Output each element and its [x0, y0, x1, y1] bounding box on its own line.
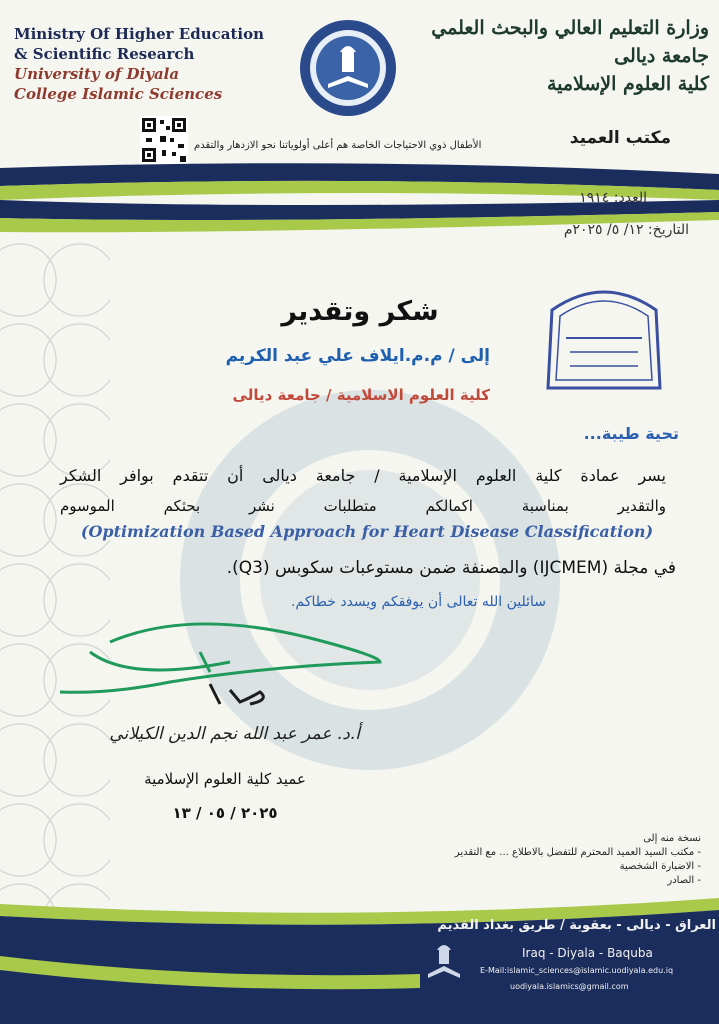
reference-number: العدد: ١٩١٤: [579, 190, 647, 206]
dean-office-label: مكتب العميد: [569, 128, 671, 148]
footer-email: E-Mail:islamic_sciences@islamic.uodiyala.edu.iq: [480, 966, 674, 975]
letter-title: شكر وتقدير: [281, 296, 439, 327]
footer-email-alt: uodiyala.islamics@gmail.com: [510, 982, 629, 991]
decorative-pattern: [0, 240, 110, 960]
prayer-line: سائلين الله تعالى أن يوفقكم ويسدد خطاكم.: [291, 594, 546, 610]
university-name-en: University of Diyala: [14, 65, 180, 83]
copies-item: - الصادر: [667, 875, 701, 886]
ministry-subtitle-en: & Scientific Research: [14, 45, 195, 63]
footer-logo: [424, 940, 464, 982]
copies-heading: نسخة منه إلى: [643, 833, 701, 844]
header-english: [14, 24, 304, 104]
journal-line: في مجلة (IJCMEM) والمصنفة ضمن مستوعبات سكوبس (Q3).: [226, 558, 676, 578]
handwritten-signature: [50, 612, 400, 722]
college-name-en: College Islamic Sciences: [14, 85, 223, 103]
ministry-name-ar: وزارة التعليم العالي والبحث العلمي: [431, 17, 709, 39]
header-arabic: [409, 14, 709, 98]
body-line-1: يسر عمادة كلية العلوم الإسلامية / جامعة ديالى أن تتقدم بوافر الشكر: [60, 466, 666, 485]
paper-title: (Optimization Based Approach for Heart Disease Classification): [80, 522, 654, 541]
reference-date: التاريخ: ١٢/ ٥/ ٢٠٢٥م: [563, 222, 689, 238]
qr-code-icon: [140, 116, 188, 164]
recipient-line: إلى / م.م.ايلاف علي عبد الكريم: [225, 346, 490, 366]
footer-address-en: Iraq - Diyala - Baquba: [522, 946, 653, 960]
copies-item: - مكتب السيد العميد المحترم للتفضل بالاطلاع ... مع التقدير: [454, 847, 701, 858]
college-logo: [298, 18, 398, 118]
body-line-2: والتقدير بمناسبة اكمالكم متطلبات نشر بحثكم الموسوم: [60, 497, 666, 515]
greeting: تحية طيبة...: [583, 424, 679, 443]
recipient-college: كلية العلوم الاسلامية / جامعة ديالى: [232, 386, 490, 404]
signature-date: ٢٠٢٥ / ٠٥ / ١٣: [172, 804, 278, 822]
footer-address-ar: العراق - ديالى - بعقوبة / طريق بغداد القديم: [437, 918, 716, 933]
copies-item: - الاضبارة الشخصية: [619, 861, 701, 872]
university-name-ar: جامعة ديالى: [614, 45, 709, 67]
copies-list: [331, 832, 701, 888]
dean-title: عميد كلية العلوم الإسلامية: [144, 770, 306, 788]
official-stamp: [540, 280, 668, 398]
college-name-ar: كلية العلوم الإسلامية: [546, 73, 709, 95]
header-slogan: الأطفال ذوي الاحتياجات الخاصة هم أعلى أولوياتنا نحو الازدهار والتقدم: [194, 140, 482, 151]
ministry-name-en: Ministry Of Higher Education: [14, 25, 265, 43]
dean-name: أ.د. عمر عبد الله نجم الدين الكيلاني: [109, 724, 360, 744]
